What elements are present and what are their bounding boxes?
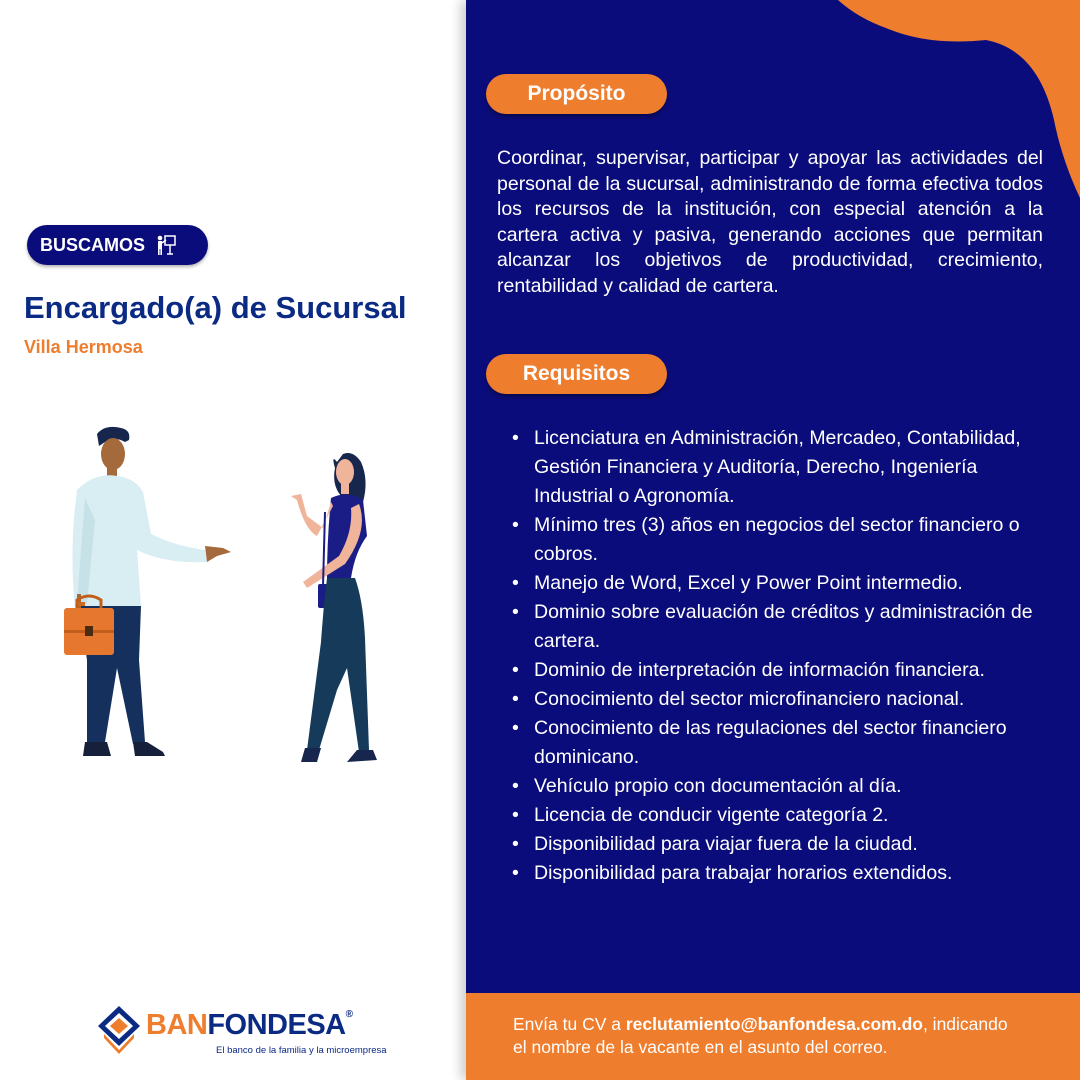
banfondesa-emblem-icon [96,1004,142,1054]
woman-figure [291,453,377,762]
footer-banner [466,993,1080,1080]
list-item: • Dominio sobre evaluación de créditos y administración de cartera. [504,598,1034,656]
list-item: • Disponibilidad para trabajar horarios extendidos. [504,859,1034,888]
people-meeting-illustration [55,420,395,765]
list-item: • Manejo de Word, Excel y Power Point intermedio. [504,569,1034,598]
right-panel [466,0,1080,1080]
list-item: • Dominio de interpretación de información financiera. [504,656,1034,685]
requirements-heading: Requisitos [486,354,667,394]
requirements-list [504,424,1034,888]
purpose-text: Coordinar, supervisar, participar y apoyar las actividades del personal de la sucursal, administrando de forma efectiva todos los recursos de la institución, con especial atención a la cartera activa y pasiva, generando acciones que permitan alcanzar los objetivos de productividad, crecimiento, rentabilidad y calidad de cartera. [497,147,1043,297]
list-item: • Disponibilidad para viajar fuera de la ciudad. [504,830,1034,859]
logo-registered: ® [345,1009,353,1020]
job-location: Villa Hermosa [24,337,143,357]
logo-ban: BAN [146,1009,208,1041]
footer-line2: el nombre de la vacante en el asunto del correo. [513,1037,888,1057]
logo-fondesa: FONDESA [207,1009,346,1041]
list-item: • Mínimo tres (3) años en negocios del sector financiero o cobros. [504,511,1034,569]
purpose-heading: Propósito [486,74,667,114]
email-link[interactable]: reclutamiento@banfondesa.com.do [625,1014,923,1034]
list-item: • Vehículo propio con documentación al día. [504,772,1034,801]
logo-tagline: El banco de la familia y la microempresa [216,1045,387,1056]
banfondesa-logo [96,1004,387,1059]
logo-wordmark [146,1009,353,1042]
footer-prefix: Envía tu CV a [513,1014,626,1034]
list-item: • Conocimiento de las regulaciones del sector financiero dominicano. [504,714,1034,772]
presenter-board-icon [155,234,177,256]
buscamos-badge [27,225,208,265]
buscamos-label: BUSCAMOS [40,234,146,255]
job-title: Encargado(a) de Sucursal [24,290,407,325]
list-item: • Licenciatura en Administración, Mercadeo, Contabilidad, Gestión Financiera y Auditoría, Derecho, Ingeniería Industrial o Agronomía. [504,424,1034,511]
list-item: • Conocimiento del sector microfinanciero nacional. [504,685,1034,714]
left-panel [0,0,466,1080]
footer-text [513,1013,1008,1059]
man-figure [64,427,231,756]
footer-suffix: , indicando [922,1014,1008,1034]
list-item: • Licencia de conducir vigente categoría 2. [504,801,1034,830]
